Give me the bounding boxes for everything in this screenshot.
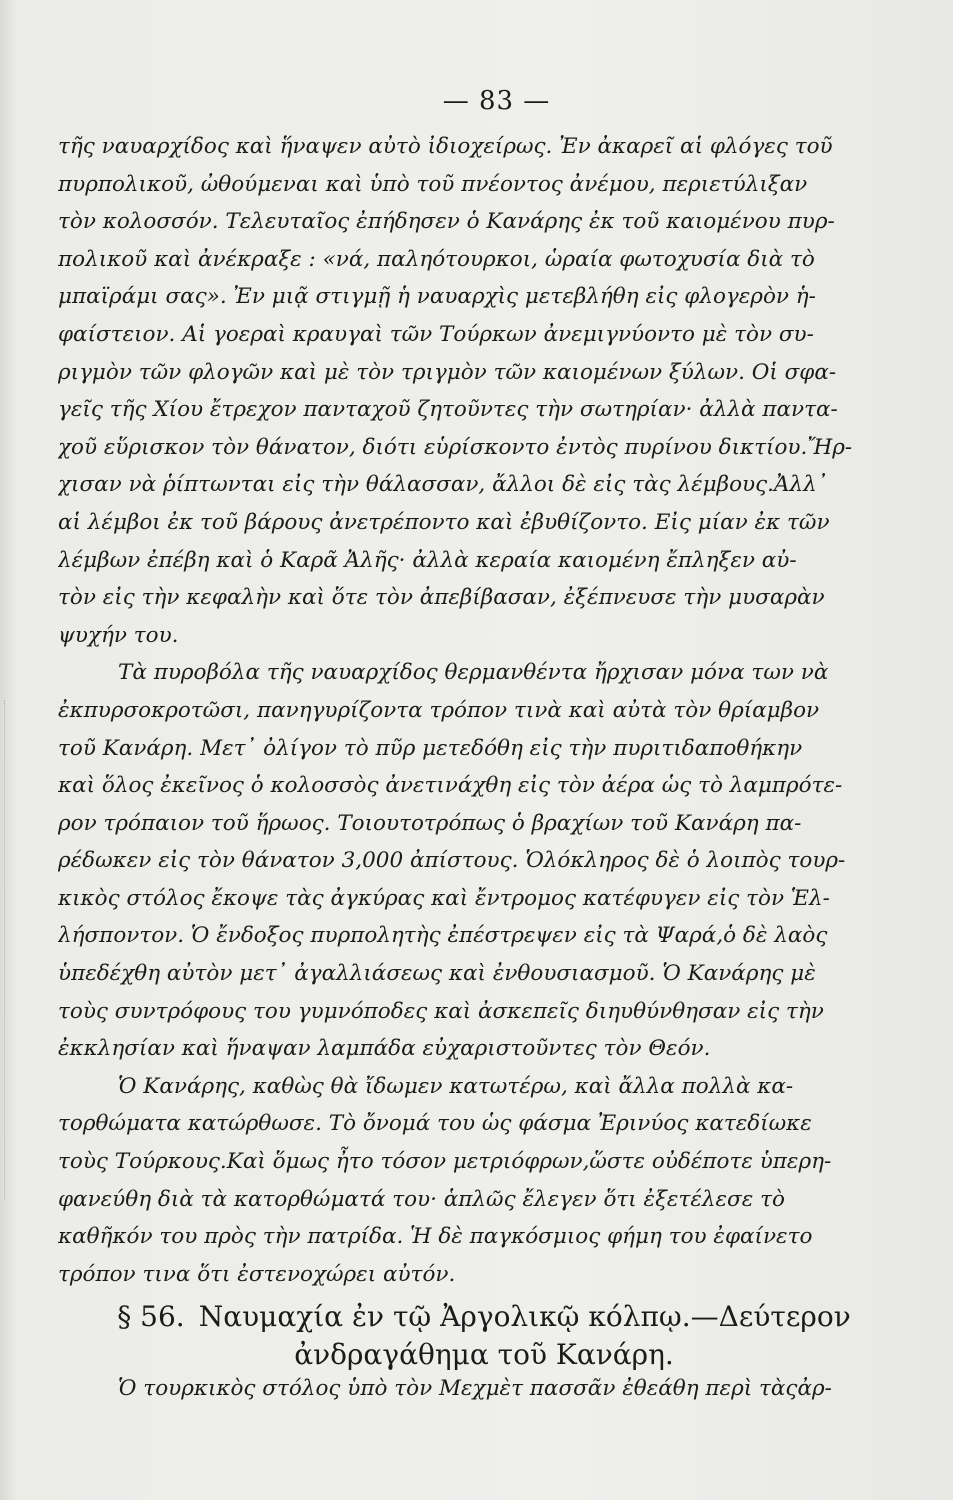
text-line: τὸν εἰς τὴν κεφαλὴν καὶ ὅτε τὸν ἀπεβίβασαν, ἐξέπνευσε τὴν μυσαρὰν (58, 585, 825, 611)
text-line: πολικοῦ καὶ ἀνέκραξε : «νά, παληότουρκοι, ὡραία φωτοχυσία διὰ τὸ (58, 246, 815, 272)
section-heading (104, 1298, 864, 1374)
section-title-line-2: ἀνδραγάθημα τοῦ Κανάρη. (294, 1338, 674, 1371)
text-line: ἐκπυρσοκροτῶσι, πανηγυρίζοντα τρόπον τινὰ καὶ αὐτὰ τὸν θρίαμβον (58, 697, 820, 723)
text-line: ριγμὸν τῶν φλογῶν καὶ μὲ τὸν τριγμὸν τῶν καιομένων ξύλων. Οἱ σφα- (58, 359, 837, 385)
text-line: πυρπολικοῦ, ὠθούμεναι καὶ ὑπὸ τοῦ πνέοντος ἀνέμου, περιετύλιξαν (58, 171, 808, 197)
section-number: § 56. (117, 1300, 185, 1333)
section-title-line-1: Ναυμαχία ἐν τῷ Ἀργολικῷ κόλπῳ.—Δεύτερον (198, 1300, 851, 1333)
text-line: τὸν κολοσσόν. Τελευταῖος ἐπήδησεν ὁ Κανάρης ἐκ τοῦ καιομένου πυρ- (58, 209, 835, 235)
text-line: χοῦ εὕρισκον τὸν θάνατον, διότι εὑρίσκοντο ἐντὸς πυρίνου δικτίου.Ἤρ- (58, 434, 853, 460)
text-line: λήσποντον. Ὁ ἔνδοξος πυρπολητὴς ἐπέστρεψεν εἰς τὰ Ψαρά,ὁ δὲ λαὸς (58, 923, 828, 949)
text-line: καθῆκόν του πρὸς τὴν πατρίδα. Ἡ δὲ παγκόσμιος φήμη του ἐφαίνετο (58, 1224, 813, 1250)
text-line: κικὸς στόλος ἔκοψε τὰς ἀγκύρας καὶ ἔντρομος κατέφυγεν εἰς τὸν Ἑλ- (58, 885, 830, 911)
text-line: μπαϊράμι σας». Ἐν μιᾷ στιγμῇ ἡ ναυαρχὶς μετεβλήθη εἰς φλογερὸν ἡ- (58, 284, 816, 310)
text-line: τρόπον τινα ὅτι ἐστενοχώρει αὐτόν. (58, 1261, 456, 1287)
text-line: φανεύθη διὰ τὰ κατορθώματά του· ἁπλῶς ἔλεγεν ὅτι ἐξετέλεσε τὸ (58, 1186, 785, 1212)
text-line: λέμβων ἐπέβη καὶ ὁ Καρᾶ Ἀλῆς· ἀλλὰ κεραία καιομένη ἔπληξεν αὐ- (58, 547, 797, 573)
text-line: καὶ ὅλος ἐκεῖνος ὁ κολοσσὸς ἀνετινάχθη εἰς τὸν ἀέρα ὡς τὸ λαμπρότε- (58, 773, 843, 799)
text-line: τοὺς συντρόφους του γυμνόποδες καὶ ἀσκεπεῖς διηυθύνθησαν εἰς τὴν (58, 998, 824, 1024)
text-line: ρέδωκεν εἰς τὸν θάνατον 3,000 ἀπίστους. Ὁλόκληρος δὲ ὁ λοιπὸς τουρ- (58, 848, 846, 874)
text-line: φαίστειον. Αἱ γοεραὶ κραυγαὶ τῶν Τούρκων ἀνεμιγνύοντο μὲ τὸν συ- (58, 321, 814, 347)
text-line: τορθώματα κατώρθωσε. Τὸ ὄνομά του ὡς φάσμα Ἐρινύος κατεδίωκε (58, 1111, 812, 1137)
page-edge-shadow (4, 700, 15, 1200)
text-line: Τὰ πυροβόλα τῆς ναυαρχίδος θερμανθέντα ἤρχισαν μόνα των νὰ (118, 660, 829, 686)
text-line: ρον τρόπαιον τοῦ ἥρωος. Τοιουτοτρόπως ὁ βραχίων τοῦ Κανάρη πα- (58, 810, 802, 836)
text-line: Ὁ τουρκικὸς στόλος ὑπὸ τὸν Μεχμὲτ πασσᾶν ἐθεάθη περὶ τὰςἀρ- (118, 1376, 832, 1401)
text-line: χισαν νὰ ῥίπτωνται εἰς τὴν θάλασσαν, ἄλλοι δὲ εἰς τὰς λέμβους.Ἀλλ᾿ (58, 472, 828, 498)
text-line: ἐκκλησίαν καὶ ἥναψαν λαμπάδα εὐχαριστοῦντες τὸν Θεόν. (58, 1036, 711, 1062)
text-line: Ὁ Κανάρης, καθὼς θὰ ἴδωμεν κατωτέρω, καὶ ἄλλα πολλὰ κα- (118, 1073, 794, 1099)
text-line: αἱ λέμβοι ἐκ τοῦ βάρους ἀνετρέποντο καὶ ἐβυθίζοντο. Εἰς μίαν ἐκ τῶν (58, 509, 830, 535)
text-line: γεῖς τῆς Χίου ἔτρεχον πανταχοῦ ζητοῦντες τὴν σωτηρίαν· ἀλλὰ παντα- (58, 397, 838, 423)
text-line: τῆς ναυαρχίδος καὶ ἥναψεν αὐτὸ ἰδιοχείρως. Ἐν ἀκαρεῖ αἱ φλόγες τοῦ (58, 134, 833, 159)
text-line: τοῦ Κανάρη. Μετ᾿ ὀλίγον τὸ πῦρ μετεδόθη εἰς τὴν πυριτιδαποθήκην (58, 735, 803, 761)
page-number: — 83 — (442, 86, 551, 116)
text-line: ψυχήν του. (58, 622, 179, 648)
text-line: ὑπεδέχθη αὐτὸν μετ᾿ ἀγαλλιάσεως καὶ ἐνθουσιασμοῦ. Ὁ Κανάρης μὲ (58, 961, 816, 987)
body-text (58, 128, 866, 1293)
text-line: τοὺς Τούρκους.Καὶ ὅμως ἦτο τόσον μετριόφρων,ὥστε οὐδέποτε ὑπερη- (58, 1149, 832, 1175)
